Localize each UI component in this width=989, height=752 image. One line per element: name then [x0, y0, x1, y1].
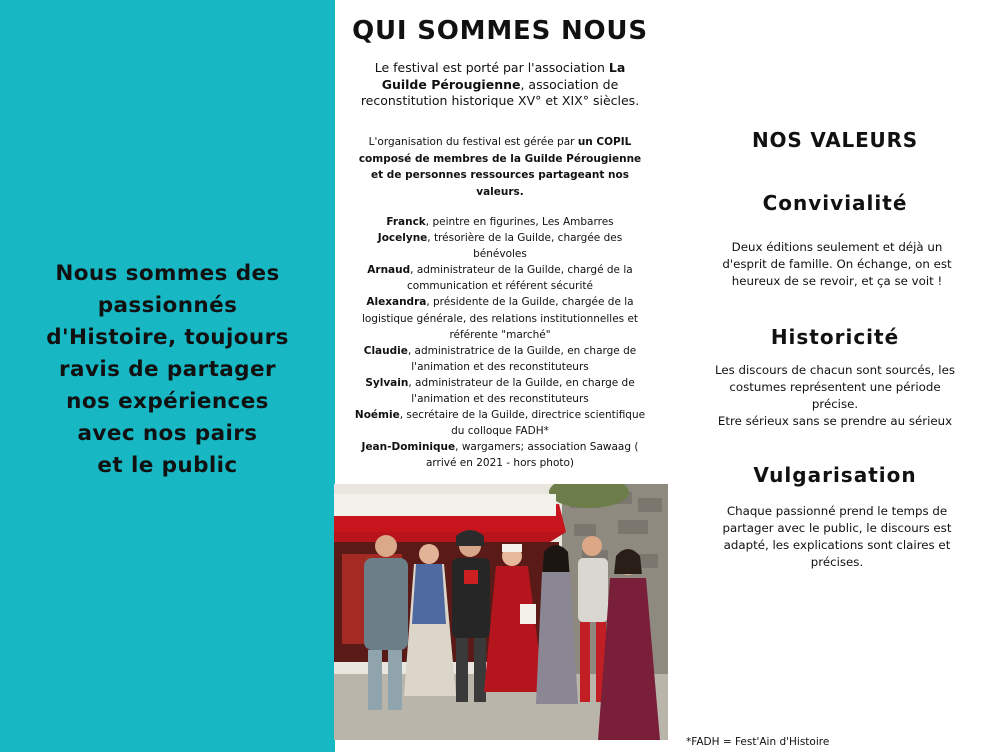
value-text-convivialite: Deux éditions seulement et déjà un d'esprit de famille. On échange, on est heureux de se revoir, et ça se voit ! [722, 240, 952, 288]
member-name: Alexandra [366, 296, 427, 309]
member-role: , administrateur de la Guilde, chargé de la communication et référent sécurité [407, 264, 633, 293]
member-name: Sylvain [365, 376, 409, 389]
left-teal-panel [0, 0, 335, 752]
intro-text: Le festival est porté par l'association [374, 60, 609, 75]
member-name: Franck [386, 216, 426, 228]
member-role: , trésorière de la Guilde, chargée des bénévoles [427, 232, 623, 261]
association-name: La Guilde Pérougienne [381, 60, 626, 92]
value-text-historicite: Les discours de chacun sont sourcés, les costumes représentent une période précise. Etre sérieux sans se prendre au sérieux [715, 363, 955, 428]
member-item [352, 214, 648, 230]
member-role: , peintre en figurines, Les Ambarres [425, 216, 614, 228]
member-name: Claudie [363, 344, 408, 357]
value-heading-historicite: Historicité [770, 325, 900, 349]
member-item [352, 343, 648, 375]
member-name: Jocelyne [377, 232, 428, 245]
member-role: , secrétaire de la Guilde, directrice scientifique du colloque FADH* [399, 409, 646, 438]
nos-valeurs-title: NOS VALEURS [752, 128, 918, 152]
member-name: Jean-Dominique [361, 441, 456, 454]
association-intro [352, 60, 648, 110]
members-list [352, 214, 648, 472]
copil-bold-text: un COPIL composé de membres de la Guilde Pérougienne et de personnes ressources partageant nos valeurs. [358, 136, 642, 198]
member-name: Noémie [354, 409, 400, 422]
copil-text: L'organisation du festival est gérée par [368, 136, 578, 148]
member-item [352, 230, 648, 262]
intro-text-end: , association de reconstitution historique XV° et XIX° siècles. [360, 76, 640, 108]
tagline: Nous sommes des passionnés d'Histoire, toujours ravis de partager nos expériences avec nos pairs et le public [46, 261, 289, 478]
group-photo-illustration [334, 484, 668, 740]
fadh-footnote: *FADH = Fest'Ain d'Histoire [686, 736, 830, 748]
member-role: , administrateur de la Guilde, en charge de l'animation et des reconstituteurs [408, 376, 635, 406]
copil-description [352, 134, 648, 200]
member-item [352, 439, 648, 471]
value-text-vulgarisation: Chaque passionné prend le temps de partager avec le public, le discours est adapté, les explications sont claires et précises. [722, 504, 952, 569]
member-item [352, 407, 648, 439]
value-heading-vulgarisation: Vulgarisation [753, 463, 917, 487]
member-item [352, 262, 648, 294]
member-role: , administratrice de la Guilde, en charge de l'animation et des reconstituteurs [407, 344, 637, 373]
member-item [352, 294, 648, 342]
qui-sommes-nous-title: QUI SOMMES NOUS [352, 16, 648, 46]
member-role: , présidente de la Guilde, chargée de la logistique générale, des relations institutionnelles et référente "marché" [361, 296, 639, 341]
member-name: Arnaud [367, 264, 411, 277]
member-role: , wargamers; association Sawaag ( arrivé en 2021 - hors photo) [425, 441, 639, 470]
group-photo [334, 484, 668, 740]
member-item [352, 375, 648, 407]
value-heading-convivialite: Convivialité [762, 191, 908, 215]
